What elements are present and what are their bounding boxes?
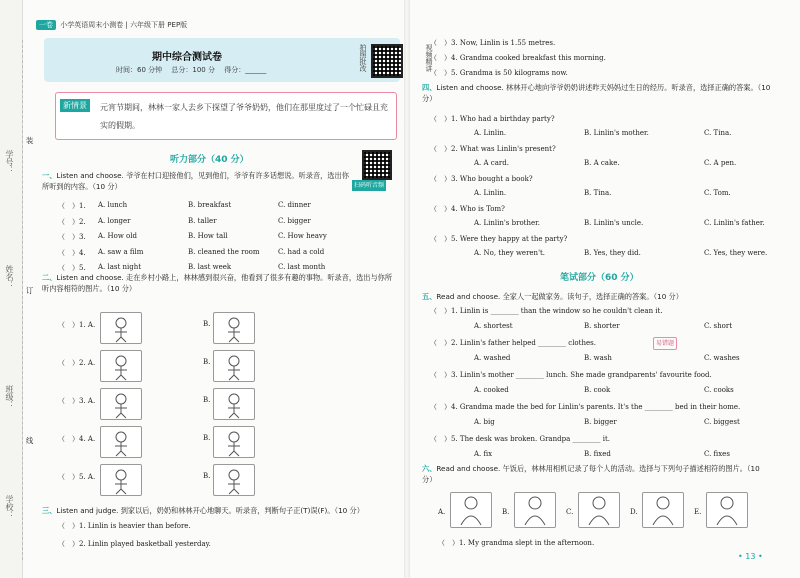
q6-heading xyxy=(422,463,772,485)
duck-icon-drawing xyxy=(101,351,141,381)
q3-statement-4: （ ）4. Grandma cooked breakfast this morning. xyxy=(430,54,606,62)
series-header: 一卷 小学英语周末小测卷 | 六年级下册 PEP版 xyxy=(36,20,187,30)
score-field: 得分：______ xyxy=(224,66,267,74)
q1-option-a: A. How old xyxy=(98,232,137,240)
banner-qr-code[interactable] xyxy=(371,44,403,78)
q3-points: （10 分） xyxy=(334,506,364,515)
q6-label-C: C. xyxy=(566,508,574,516)
q4-option-b: B. A cake. xyxy=(584,159,620,167)
person-sitting-icon[interactable] xyxy=(642,492,684,528)
q5-option-b: B. wash xyxy=(584,354,612,362)
q6-label-D: D. xyxy=(630,508,638,516)
q5-instruction: Read and choose. 全家人一起做家务。读句子，选择正确的答案。 xyxy=(436,292,654,301)
q5-option-c: C. biggest xyxy=(704,418,740,426)
time-limit: 时间：60 分钟 xyxy=(116,66,163,74)
q4-option-a: A. Linlin. xyxy=(474,129,507,137)
q4-option-a: A. Linlin. xyxy=(474,189,507,197)
q4-option-b: B. Yes, they did. xyxy=(584,249,641,257)
gutter-name: 姓名： xyxy=(5,265,14,289)
q4-option-b: B. Linlin's uncle. xyxy=(584,219,644,227)
title-banner xyxy=(44,38,433,82)
writing-section-title: 笔试部分（60 分） xyxy=(560,273,639,283)
q1-option-c: C. last month xyxy=(278,263,326,271)
page-spine xyxy=(404,0,410,578)
q6-label-B: B. xyxy=(502,508,510,516)
q5-question-2: （ ）2. Linlin's father helped ________ clothes. xyxy=(430,339,596,347)
q1-option-a: A. last night xyxy=(98,263,142,271)
q5-option-a: A. cooked xyxy=(474,386,509,394)
village-houses-icon[interactable] xyxy=(100,464,142,496)
q2-item-number: （ ）3. A. xyxy=(58,397,96,405)
q6-instruction: Read and choose. 午饭后，林林用相机记录了每个人的活动。选择与下列句子描述相符的图片。 xyxy=(436,464,747,473)
family-icon[interactable] xyxy=(100,388,142,420)
q4-option-a: A. No, they weren't. xyxy=(474,249,546,257)
q5-question-3: （ ）3. Linlin's mother ________ lunch. She made grandparents' favourite food. xyxy=(430,371,712,379)
binding-gutter xyxy=(0,0,23,578)
q4-question-3: （ ）3. Who bought a book? xyxy=(430,175,533,183)
q4-option-b: B. Tina. xyxy=(584,189,612,197)
q4-option-b: B. Linlin's mother. xyxy=(584,129,649,137)
q4-option-c: C. Yes, they were. xyxy=(704,249,768,257)
q5-option-c: C. fixes xyxy=(704,450,730,458)
person-icon[interactable] xyxy=(100,312,142,344)
q4-option-c: C. Linlin's father. xyxy=(704,219,765,227)
person-icon-drawing xyxy=(101,313,141,343)
q4-option-a: A. Linlin's brother. xyxy=(474,219,540,227)
q5-question-4: （ ）4. Grandma made the bed for Linlin's parents. It's the ________ bed in their home. xyxy=(430,403,741,411)
q1-item-number: （ ）2. xyxy=(58,217,86,226)
thumbs-up-person-icon-drawing xyxy=(451,493,491,527)
listening-section-title: 听力部分（40 分） xyxy=(170,155,249,165)
q2-option-b-label: B. xyxy=(203,434,211,442)
q5-option-b: B. cook xyxy=(584,386,611,394)
q5-option-c: C. short xyxy=(704,322,733,330)
q4-question-4: （ ）4. Who is Tom? xyxy=(430,205,505,213)
q4-number: 四、 xyxy=(422,83,437,92)
exam-meta xyxy=(116,65,266,75)
q5-option-a: A. washed xyxy=(474,354,511,362)
video-label: 视频精讲 xyxy=(425,44,433,72)
q1-instruction: Listen and choose. 爷爷在村口迎接他们，见到他们，爷爷有许多话想说。听录音，选出你所听到的内容。 xyxy=(42,171,349,191)
q1-option-c: C. How heavy xyxy=(278,232,327,240)
grade-label: 六年级下册 xyxy=(130,21,166,29)
bed-sleeping-icon-drawing xyxy=(579,493,619,527)
people-walking-icon[interactable] xyxy=(213,388,255,420)
page-number-text: 13 xyxy=(745,552,756,561)
q1-option-c: C. bigger xyxy=(278,216,311,225)
people-walking-icon-drawing xyxy=(214,389,254,419)
q5-option-c: C. washes xyxy=(704,354,740,362)
cut-mark-1: 装 xyxy=(26,136,34,145)
edition-label: PEP版 xyxy=(167,21,188,29)
q3-number: 三、 xyxy=(42,506,57,515)
tree-person-icon-drawing xyxy=(214,313,254,343)
scene-tag: 新情景 xyxy=(60,99,90,112)
duck-icon[interactable] xyxy=(100,350,142,382)
q5-question-1: （ ）1. Linlin is ________ than the window so he couldn't clean it. xyxy=(430,307,663,315)
sleeping-cat-icon-drawing xyxy=(101,427,141,457)
city-skyline-icon-drawing xyxy=(214,465,254,495)
q3-statement-2: （ ）2. Linlin played basketball yesterday. xyxy=(58,540,211,548)
q6-item-1-text: （ ）1. My grandma slept in the afternoon. xyxy=(438,539,595,547)
q1-points: （10 分） xyxy=(92,182,122,191)
q1-item-number: （ ）4. xyxy=(58,248,86,257)
q6-label-E: E. xyxy=(694,508,702,516)
q4-heading xyxy=(422,82,772,104)
gutter-student-number: 学号： xyxy=(5,150,14,174)
q2-option-b-label: B. xyxy=(203,396,211,404)
q1-item-number: （ ）3. xyxy=(58,233,86,241)
audio-qr-code[interactable] xyxy=(362,150,392,180)
q2-heading xyxy=(42,272,392,294)
rabbit-icon-drawing xyxy=(214,351,254,381)
q4-option-c: C. Tom. xyxy=(704,189,731,197)
person-icon[interactable] xyxy=(514,492,556,528)
q1-option-b: B. cleaned the room xyxy=(188,247,260,256)
city-skyline-icon[interactable] xyxy=(213,464,255,496)
q5-option-a: A. shortest xyxy=(474,322,513,330)
error-prone-tag: 易错题 xyxy=(653,337,677,350)
old-man-icon-drawing xyxy=(707,493,747,527)
thumbs-up-person-icon[interactable] xyxy=(450,492,492,528)
q1-option-b: B. taller xyxy=(188,216,217,225)
q2-instruction: Listen and choose. 走在乡村小路上，林林感到很兴奋，他看到了很多有趣的事物。听录音，选出与你所听内容相符的图片。 xyxy=(42,273,393,293)
q1-item-number: （ ）1. xyxy=(58,202,86,210)
q1-heading xyxy=(42,170,352,192)
rabbit-icon[interactable] xyxy=(213,350,255,382)
q3-statement-3: （ ）3. Now, Linlin is 1.55 metres. xyxy=(430,39,556,47)
q5-option-c: C. cooks xyxy=(704,386,734,394)
q2-item-number: （ ）5. A. xyxy=(58,473,96,481)
q5-option-b: B. fixed xyxy=(584,450,611,458)
gutter-school: 学校： xyxy=(5,495,14,519)
photo-grade-label: 拍照批改 xyxy=(359,44,367,72)
cut-mark-2: 订 xyxy=(26,286,34,295)
person-sitting-icon-drawing xyxy=(643,493,683,527)
q1-item-number: （ ）5. xyxy=(58,264,86,272)
q1-option-b: B. How tall xyxy=(188,232,228,240)
q5-question-5: （ ）5. The desk was broken. Grandpa ________ it. xyxy=(430,435,610,443)
q5-option-b: B. bigger xyxy=(584,418,617,426)
q3-statement-1: （ ）1. Linlin is heavier than before. xyxy=(58,522,191,530)
q4-option-c: C. A pen. xyxy=(704,159,737,167)
person-icon-drawing xyxy=(515,493,555,527)
q5-number: 五、 xyxy=(422,292,437,301)
q4-question-1: （ ）1. Who had a birthday party? xyxy=(430,115,555,123)
old-man-icon[interactable] xyxy=(706,492,748,528)
series-badge: 一卷 xyxy=(36,20,56,30)
q5-option-b: B. shorter xyxy=(584,322,620,330)
tree-person-icon[interactable] xyxy=(213,312,255,344)
page-number: • 13 • xyxy=(738,552,763,561)
q3-statement-5: （ ）5. Grandma is 50 kilograms now. xyxy=(430,69,568,77)
q2-number: 二、 xyxy=(42,273,57,282)
q5-heading xyxy=(422,291,772,302)
q1-option-a: A. longer xyxy=(98,216,131,225)
q4-question-5: （ ）5. Were they happy at the party? xyxy=(430,235,568,243)
q1-option-b: B. last week xyxy=(188,263,232,271)
q2-item-number: （ ）2. A. xyxy=(58,359,96,367)
q6-points: （10 分） xyxy=(422,464,760,484)
cut-line xyxy=(22,40,23,560)
q1-option-c: C. dinner xyxy=(278,201,311,209)
q5-option-a: A. big xyxy=(474,418,495,426)
q1-option-c: C. had a cold xyxy=(278,247,325,256)
audio-qr-label: 扫码听音频 xyxy=(354,182,385,189)
scene-box xyxy=(55,92,397,140)
q4-option-a: A. A card. xyxy=(474,159,509,167)
q5-option-a: A. fix xyxy=(474,450,493,458)
q5-points: （10 分） xyxy=(653,292,683,301)
q4-question-2: （ ）2. What was Linlin's present? xyxy=(430,145,556,153)
series-title: 小学英语周末小测卷 xyxy=(60,21,124,29)
cat-icon-drawing xyxy=(214,427,254,457)
q2-option-b-label: B. xyxy=(203,358,211,366)
q6-number: 六、 xyxy=(422,464,437,473)
q1-option-b: B. breakfast xyxy=(188,201,232,209)
q1-option-a: A. saw a film xyxy=(98,247,144,256)
q2-item-number: （ ）4. A. xyxy=(58,435,96,443)
q1-option-a: A. lunch xyxy=(98,201,128,209)
bed-sleeping-icon[interactable] xyxy=(578,492,620,528)
sleeping-cat-icon[interactable] xyxy=(100,426,142,458)
exam-title: 期中综合测试卷 xyxy=(152,52,222,63)
family-icon-drawing xyxy=(101,389,141,419)
q2-item-number: （ ）1. A. xyxy=(58,321,96,329)
q6-label-A: A. xyxy=(438,508,446,516)
q3-instruction: Listen and judge. 到家以后，奶奶和林林开心地聊天。听录音，判断句子正(T)误(F)。 xyxy=(56,506,335,515)
gutter-class: 班级： xyxy=(5,385,14,409)
q4-option-c: C. Tina. xyxy=(704,129,732,137)
q1-number: 一、 xyxy=(42,171,57,180)
q3-heading xyxy=(42,505,392,516)
q2-option-b-label: B. xyxy=(203,472,211,480)
q4-points: （10 分） xyxy=(422,83,771,103)
total-score: 总分：100 分 xyxy=(171,66,215,74)
q2-option-b-label: B. xyxy=(203,320,211,328)
q4-instruction: Listen and choose. 林林开心地向爷爷奶奶讲述昨天妈妈过生日的经历。听录音，选择正确的答案。 xyxy=(436,83,758,92)
q2-points: （10 分） xyxy=(106,284,137,293)
cat-icon[interactable] xyxy=(213,426,255,458)
scene-text: 元宵节期间，林林一家人去乡下探望了爷爷奶奶，他们在那里度过了一个忙碌且充实的假期。 xyxy=(100,103,388,130)
cut-mark-3: 线 xyxy=(26,436,34,445)
village-houses-icon-drawing xyxy=(101,465,141,495)
